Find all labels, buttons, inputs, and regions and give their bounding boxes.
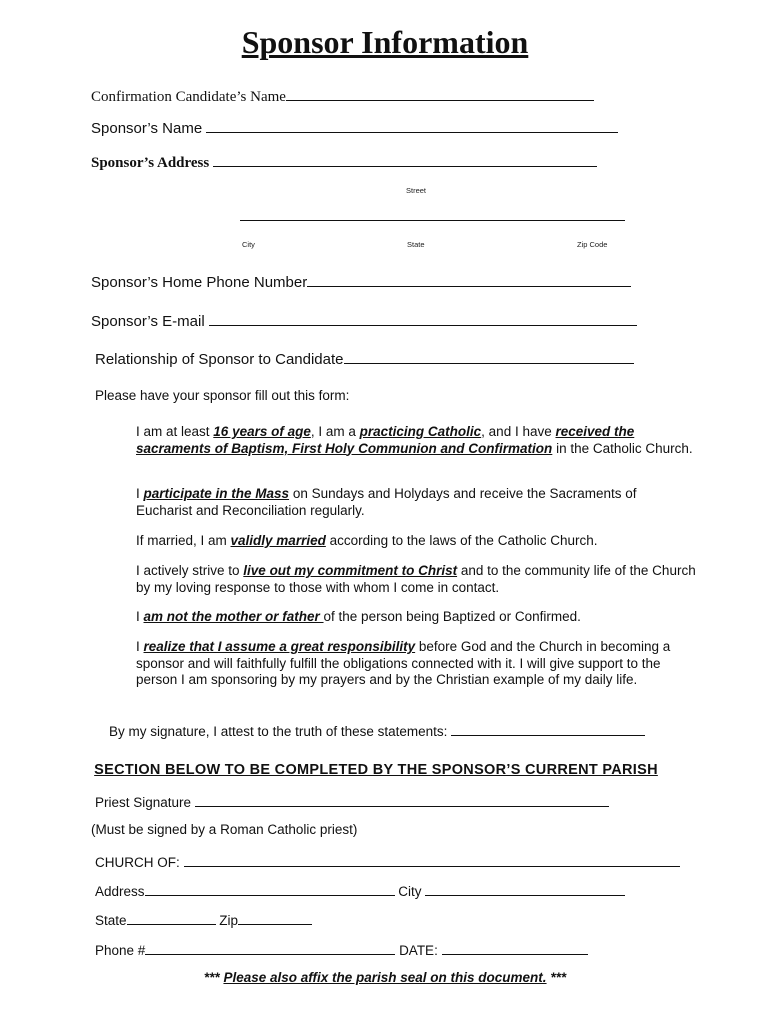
sponsor-name-line[interactable]: [206, 118, 618, 133]
must-be-signed-note: (Must be signed by a Roman Catholic priest): [91, 822, 358, 837]
parish-date-line[interactable]: [442, 940, 588, 955]
parish-state-label: State: [95, 913, 127, 928]
street-caption: Street: [406, 186, 427, 195]
email-field[interactable]: [91, 311, 637, 330]
candidate-name-line[interactable]: [286, 86, 594, 101]
parish-city-line[interactable]: [425, 881, 625, 896]
statement-commitment: I actively strive to live out my commitment to Christ and to the community life of the Church by my loving response to those with whom I come in contact.: [136, 563, 696, 595]
parish-address-field[interactable]: [95, 881, 625, 899]
candidate-name-field[interactable]: [91, 86, 594, 106]
statement-married: If married, I am validly married according to the laws of the Catholic Church.: [136, 533, 598, 548]
email-label: Sponsor’s E-mail: [91, 313, 205, 330]
sponsor-name-label: Sponsor’s Name: [91, 120, 203, 137]
parish-phone-date-field[interactable]: [95, 940, 588, 958]
statement-not-parent: I am not the mother or father of the person being Baptized or Confirmed.: [136, 609, 581, 624]
home-phone-line[interactable]: [307, 272, 631, 287]
zip-caption: Zip Code: [577, 240, 608, 249]
priest-signature-line[interactable]: [195, 792, 609, 807]
priest-signature-label: Priest Signature: [95, 795, 192, 810]
relationship-line[interactable]: [344, 349, 634, 364]
sponsor-name-field[interactable]: [91, 118, 618, 137]
city-state-zip-line[interactable]: [240, 206, 625, 221]
statement-responsibility: I realize that I assume a great responsibility before God and the Church in becoming a sponsor and will faithfully fulfill the obligations connected with it. I will give support to the person I am sponsoring by my prayers and by the Christian example of my daily life.: [136, 639, 671, 687]
relationship-field[interactable]: [95, 349, 634, 368]
parish-seal-note: *** Please also affix the parish seal on this document. ***: [203, 970, 567, 985]
street-line[interactable]: [213, 152, 597, 167]
parish-date-label: DATE:: [399, 943, 438, 958]
priest-signature-field[interactable]: [95, 792, 609, 810]
page-title: Sponsor Information: [241, 24, 529, 60]
relationship-label: Relationship of Sponsor to Candidate: [95, 351, 344, 368]
parish-address-label: Address: [95, 884, 145, 899]
city-caption: City: [242, 240, 255, 249]
attest-text: By my signature, I attest to the truth of these statements:: [109, 724, 448, 739]
parish-section-heading: SECTION BELOW TO BE COMPLETED BY THE SPONSOR’S CURRENT PARISH: [94, 762, 658, 778]
sponsor-address-label: Sponsor’s Address: [91, 155, 210, 171]
parish-phone-label: Phone #: [95, 943, 146, 958]
statement-mass: I participate in the Mass on Sundays and Holydays and receive the Sacraments of Eucharist and Reconciliation regularly.: [136, 486, 637, 518]
home-phone-label: Sponsor’s Home Phone Number: [91, 274, 308, 291]
parish-phone-line[interactable]: [145, 940, 395, 955]
home-phone-field[interactable]: [91, 272, 631, 291]
state-caption: State: [407, 240, 425, 249]
church-of-field[interactable]: [95, 852, 680, 870]
email-line[interactable]: [209, 311, 637, 326]
attest-field[interactable]: [109, 721, 645, 739]
parish-city-label: City: [398, 884, 422, 899]
sponsor-address-field[interactable]: [91, 152, 597, 172]
statement-age-catholic: I am at least 16 years of age, I am a practicing Catholic, and I have received the sacraments of Baptism, First Holy Communion and Confirmation in the Catholic Church.: [136, 424, 693, 456]
parish-state-zip-field[interactable]: [95, 910, 312, 928]
parish-zip-label: Zip: [219, 913, 239, 928]
sponsor-signature-line[interactable]: [451, 721, 645, 736]
parish-state-line[interactable]: [127, 910, 216, 925]
candidate-name-label: Confirmation Candidate’s Name: [91, 89, 286, 105]
parish-address-line[interactable]: [145, 881, 395, 896]
parish-zip-line[interactable]: [238, 910, 312, 925]
instruction-text: Please have your sponsor fill out this form:: [95, 388, 350, 403]
church-of-label: CHURCH OF:: [95, 855, 180, 870]
church-of-line[interactable]: [184, 852, 680, 867]
